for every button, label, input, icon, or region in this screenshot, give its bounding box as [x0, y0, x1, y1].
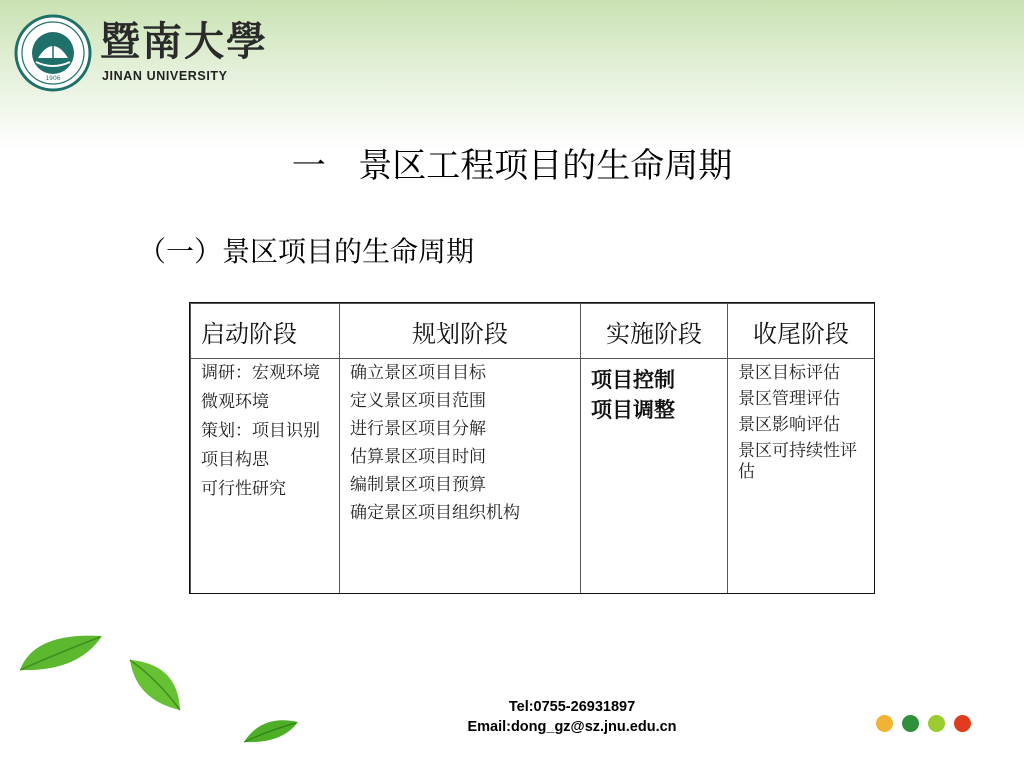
slide-subtitle: （一）景区项目的生命周期: [138, 235, 475, 268]
leaf-decoration-3: [242, 712, 300, 746]
table-cell-item: 项目控制: [591, 368, 675, 392]
university-name-chinese: 暨南大學: [100, 18, 268, 65]
leaf-decoration-1: [16, 628, 106, 676]
table-cell-item: 景区管理评估: [738, 389, 840, 409]
table-cell-item: 项目构思: [201, 450, 269, 470]
university-name-english: JINAN UNIVERSITY: [102, 69, 228, 83]
table-cell-item: 编制景区项目预算: [350, 475, 486, 495]
table-cell-item: 估算景区项目时间: [350, 447, 486, 467]
lifecycle-table: [189, 302, 875, 594]
table-cell-item: 景区目标评估: [738, 363, 840, 383]
column-header-initiation: 启动阶段: [191, 304, 340, 359]
column-header-planning: 规划阶段: [340, 304, 581, 359]
table-cell-item: 微观环境: [201, 392, 269, 412]
dot-light-green: [928, 715, 945, 732]
dot-red: [954, 715, 971, 732]
execution-cell: [581, 359, 728, 594]
decorative-dots: [876, 715, 971, 732]
dot-orange: [876, 715, 893, 732]
table-cell-item: 景区可持续性评估: [738, 441, 857, 482]
dot-dark-green: [902, 715, 919, 732]
table-cell-item: 确定景区项目组织机构: [350, 503, 520, 523]
column-header-execution: 实施阶段: [581, 304, 728, 359]
university-seal-logo: [14, 14, 92, 92]
logo-year: 1906: [45, 75, 61, 82]
slide-title: 一 景区工程项目的生命周期: [291, 146, 733, 186]
table-cell-item: 策划：项目识别: [201, 421, 320, 441]
table-cell-item: 可行性研究: [201, 479, 286, 499]
table-cell-item: 定义景区项目范围: [350, 391, 486, 411]
closing-cell: [728, 359, 875, 594]
table-cell-item: 景区影响评估: [738, 415, 840, 435]
leaf-decoration-2: [126, 656, 186, 714]
table-cell-item: 项目调整: [591, 398, 675, 422]
column-header-closing: 收尾阶段: [728, 304, 875, 359]
contact-info: [392, 697, 752, 737]
planning-cell: [340, 359, 581, 594]
initiation-cell: [191, 359, 340, 594]
table-cell-item: 调研：宏观环境: [201, 363, 320, 383]
table-cell-item: 确立景区项目目标: [350, 363, 486, 383]
contact-email: Email:dong_gz@sz.jnu.edu.cn: [467, 719, 677, 735]
table-cell-item: 进行景区项目分解: [350, 419, 486, 439]
contact-tel: Tel:0755-26931897: [508, 699, 636, 715]
